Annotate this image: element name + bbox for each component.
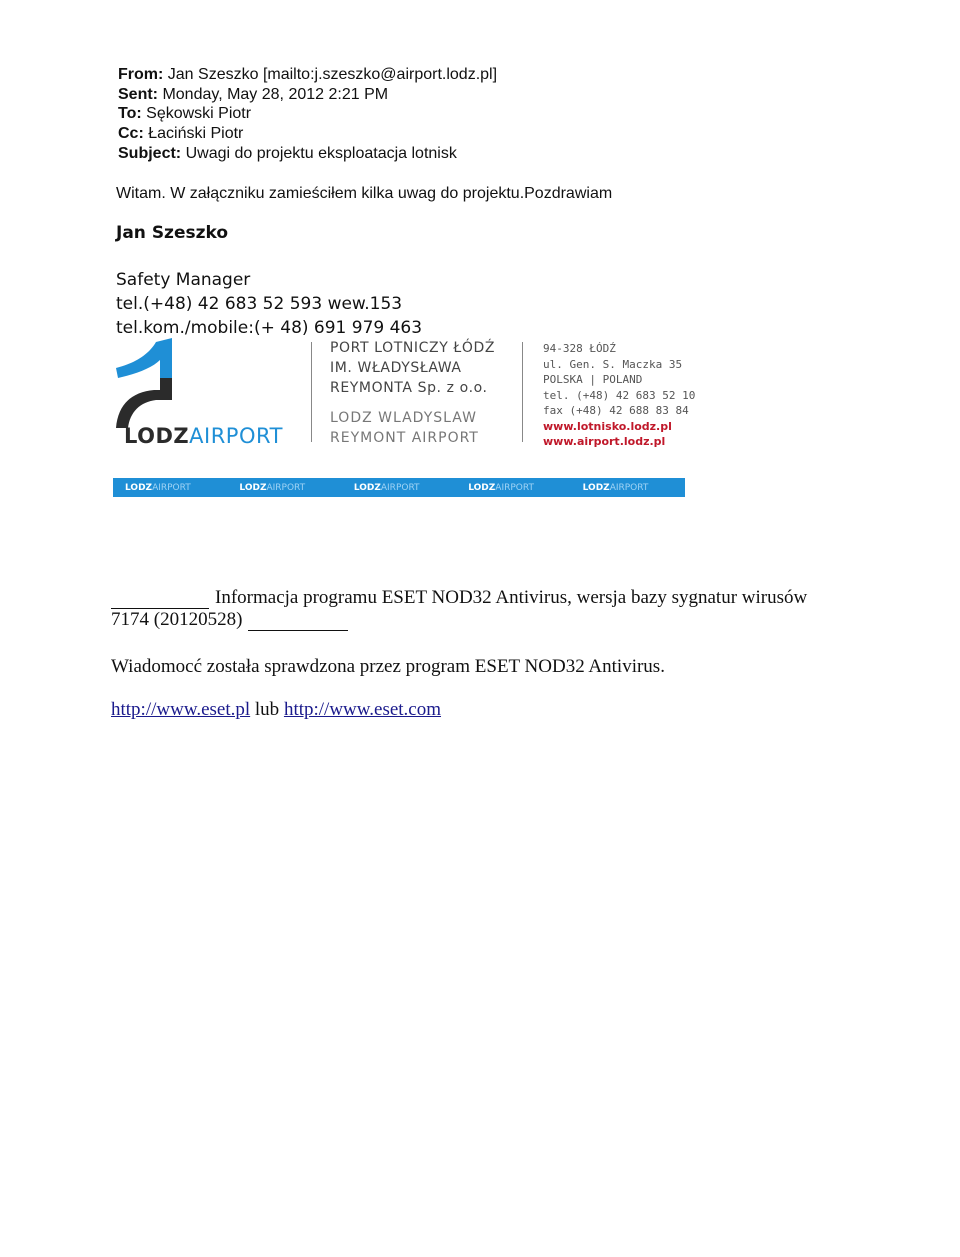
stripe-logo-3: LODZAIRPORT: [353, 482, 420, 493]
logo-text-lodz: LODZ: [124, 424, 190, 448]
antivirus-info-line-1: [111, 587, 807, 609]
separator-underline-1: [111, 590, 209, 609]
antivirus-info-text: Informacja programu ESET NOD32 Antivirus, wersja bazy sygnatur wirusów: [215, 587, 808, 608]
stripe-logo-5: LODZAIRPORT: [582, 482, 649, 493]
signature-mobile: tel.kom./mobile:(+ 48) 691 979 463: [116, 318, 423, 338]
from-row: [118, 65, 497, 84]
sent-label: Sent:: [118, 86, 158, 103]
from-value: Jan Szeszko [mailto:j.szeszko@airport.lodz.pl]: [167, 66, 498, 83]
eset-com-link[interactable]: http://www.eset.com: [283, 699, 442, 720]
company-name-en-1: LODZ WLADYSLAW: [330, 410, 477, 426]
address-line-3: POLSKA | POLAND: [543, 373, 643, 386]
from-label: From:: [118, 66, 164, 83]
address-line-2: ul. Gen. S. Maczka 35: [543, 358, 683, 371]
lodz-airport-logo-text: [124, 424, 283, 448]
email-body-greeting: Witam. W załączniku zamieściłem kilka uwag do projektu.Pozdrawiam: [116, 185, 613, 202]
logo-divider-2: [522, 342, 523, 442]
antivirus-version: 7174 (20120528): [111, 609, 243, 630]
cc-value: Łaciński Piotr: [148, 125, 244, 142]
antivirus-info-line-2: [111, 609, 348, 631]
sent-row: [118, 85, 388, 104]
logo-text-airport: AIRPORT: [189, 424, 283, 448]
company-name-pl-3: REYMONTA Sp. z o.o.: [330, 380, 488, 396]
website-link-lotnisko[interactable]: www.lotnisko.lodz.pl: [543, 420, 672, 433]
separator-underline-2: [248, 612, 348, 631]
website-link-airport[interactable]: www.airport.lodz.pl: [543, 435, 666, 448]
address-phone: tel. (+48) 42 683 52 10: [543, 389, 696, 402]
to-row: [118, 104, 251, 123]
stripe-logo-2: LODZAIRPORT: [239, 482, 306, 493]
company-name-en-2: REYMONT AIRPORT: [330, 430, 479, 446]
brand-stripe: [113, 478, 685, 497]
to-value: Sękowski Piotr: [146, 105, 252, 122]
antivirus-links-row: [111, 699, 441, 721]
signature-name: Jan Szeszko: [116, 223, 229, 243]
signature-phone: tel.(+48) 42 683 52 593 wew.153: [116, 294, 403, 314]
company-name-pl-2: IM. WŁADYSŁAWA: [330, 360, 462, 376]
to-label: To:: [118, 105, 142, 122]
stripe-logo-1: LODZAIRPORT: [125, 482, 191, 493]
subject-row: [118, 144, 457, 163]
antivirus-checked-message: Wiadomocć została sprawdzona przez program ESET NOD32 Antivirus.: [111, 656, 665, 677]
subject-value: Uwagi do projektu eksploatacja lotnisk: [185, 145, 457, 162]
address-line-1: 94-328 ŁÓDŹ: [543, 342, 616, 355]
lodz-airport-logo-mark-icon: [112, 338, 184, 430]
cc-label: Cc:: [118, 125, 144, 142]
subject-label: Subject:: [118, 145, 182, 162]
address-fax: fax (+48) 42 688 83 84: [543, 404, 689, 417]
company-name-pl-1: PORT LOTNICZY ŁÓDŹ: [330, 340, 496, 356]
logo-divider-1: [311, 342, 312, 442]
sent-value: Monday, May 28, 2012 2:21 PM: [162, 86, 389, 103]
cc-row: [118, 124, 243, 143]
eset-pl-link[interactable]: http://www.eset.pl: [111, 699, 251, 720]
stripe-logo-4: LODZAIRPORT: [468, 482, 534, 493]
signature-title: Safety Manager: [116, 270, 251, 290]
link-separator: lub: [254, 699, 280, 720]
